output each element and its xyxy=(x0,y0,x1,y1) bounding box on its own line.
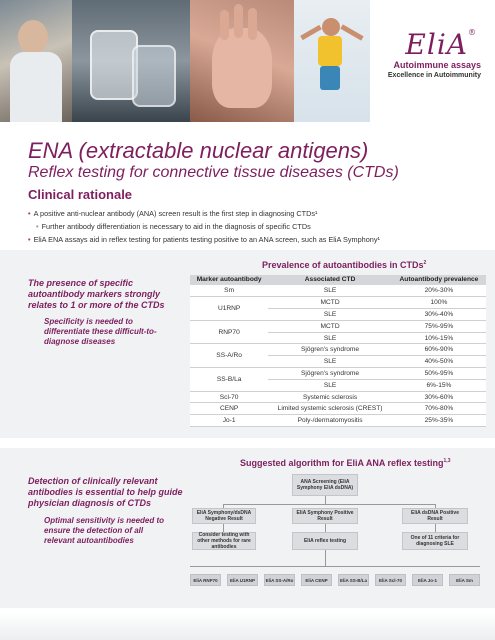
table-row: SLE 40%-50% xyxy=(190,356,486,368)
page-title: ENA (extractable nuclear antigens) xyxy=(28,138,369,163)
header-photo-strip xyxy=(0,0,370,122)
column-header: Associated CTD xyxy=(268,275,392,285)
assay-box: EliA Jo-1 xyxy=(412,574,443,586)
assay-box: EliA Sm xyxy=(449,574,480,586)
rationale-sub-bullet: • Further antibody differentiation is necessary to aid in the diagnosis of specific CTDs xyxy=(36,222,311,231)
sle-criteria-box: One of 11 criteria for diagnosing SLE xyxy=(402,532,468,550)
table-row: SLE 10%-15% xyxy=(190,332,486,344)
assay-box: EliA SS-B/La xyxy=(338,574,369,586)
connector-line xyxy=(190,566,480,567)
brand-area xyxy=(372,0,495,122)
column-header: Marker autoantibody xyxy=(190,275,268,285)
connector-line xyxy=(325,496,326,504)
rationale-list xyxy=(28,207,488,246)
table-row: Jo-1 Poly-/dermatomyositis 25%-35% xyxy=(190,415,486,427)
assay-box: EliA SS-A/Ro xyxy=(264,574,295,586)
table-row: SS-A/Ro Sjögren's syndrome 60%-90% xyxy=(190,344,486,356)
assay-box: EliA CENP xyxy=(301,574,332,586)
algorithm-title: Suggested algorithm for EliA ANA reflex testing$^{1,3}$ xyxy=(240,458,451,468)
prevalence-side-title: The presence of specific autoantibody markers strongly relates to 1 or more of the CTDs xyxy=(28,278,165,310)
jumping-woman-photo xyxy=(294,0,370,122)
ana-screening-box: ANA Screening (EliA Symphony EliA dsDNA) xyxy=(292,474,358,496)
rationale-bullet: • EliA ENA assays aid in reflex testing for patients testing positive to an ANA screen, such as EliA Symphony¹ xyxy=(28,235,380,244)
table-row: Sm SLE 20%-30% xyxy=(190,285,486,297)
algorithm-side-subtitle: Optimal sensitivity is needed to ensure the detection of all relevant autoantibodies xyxy=(44,516,165,545)
table-row: RNP70 MCTD 75%-95% xyxy=(190,320,486,332)
table-row: Scl-70 Systemic sclerosis 30%-60% xyxy=(190,391,486,403)
connector-line xyxy=(223,504,435,505)
connector-line xyxy=(223,524,224,532)
hands-photo xyxy=(190,0,294,122)
elia-logo: EliA® xyxy=(405,28,477,61)
negative-result-box: EliA Symphony/dsDNA Negative Result xyxy=(192,508,256,524)
connector-line xyxy=(325,550,326,566)
glass-vials-photo xyxy=(72,0,190,122)
positive-result-box: EliA Symphony Positive Result xyxy=(292,508,358,524)
dsdna-positive-box: EliA dsDNA Positive Result xyxy=(402,508,468,524)
table-header-row xyxy=(190,275,486,285)
brand-subtitle: Autoimmune assays xyxy=(393,60,481,70)
prevalence-table xyxy=(190,275,486,427)
table-row: SLE 6%-15% xyxy=(190,379,486,391)
brand-tagline: Excellence in Autoimmunity xyxy=(387,72,481,79)
table-row: SS-B/La Sjögren's syndrome 50%-95% xyxy=(190,368,486,380)
connector-line xyxy=(325,524,326,532)
consider-testing-box: Consider testing with other methods for rare antibodies xyxy=(192,532,256,550)
algorithm-side-title: Detection of clinically relevant antibodies is essential to help guide physician diagnosis of CTDs xyxy=(28,476,183,508)
column-header: Autoantibody prevalence xyxy=(392,275,486,285)
table-row: U1RNP MCTD 100% xyxy=(190,297,486,309)
assay-box: EliA Scl-70 xyxy=(375,574,406,586)
page-subtitle: Reflex testing for connective tissue diseases (CTDs) xyxy=(28,164,399,181)
reflex-testing-box: EliA reflex testing xyxy=(292,532,358,550)
clinical-rationale-heading: Clinical rationale xyxy=(28,187,133,202)
assay-box: EliA RNP70 xyxy=(190,574,221,586)
table-row: CENP Limited systemic sclerosis (CREST) 70%-80% xyxy=(190,403,486,415)
prevalence-side-subtitle: Specificity is needed to differentiate these difficult-to-diagnose diseases xyxy=(44,317,157,346)
lab-technician-photo xyxy=(0,0,72,122)
prevalence-table-title: Prevalence of autoantibodies in CTDs$^2$ xyxy=(262,260,427,270)
assay-box: EliA U1RNP xyxy=(227,574,258,586)
footer-band xyxy=(0,612,495,640)
connector-line xyxy=(435,524,436,532)
reflex-algorithm-flowchart xyxy=(190,474,486,608)
table-row: SLE 30%-40% xyxy=(190,309,486,321)
rationale-bullet: • A positive anti-nuclear antibody (ANA) screen result is the first step in diagnosing CTDs¹ xyxy=(28,209,318,218)
